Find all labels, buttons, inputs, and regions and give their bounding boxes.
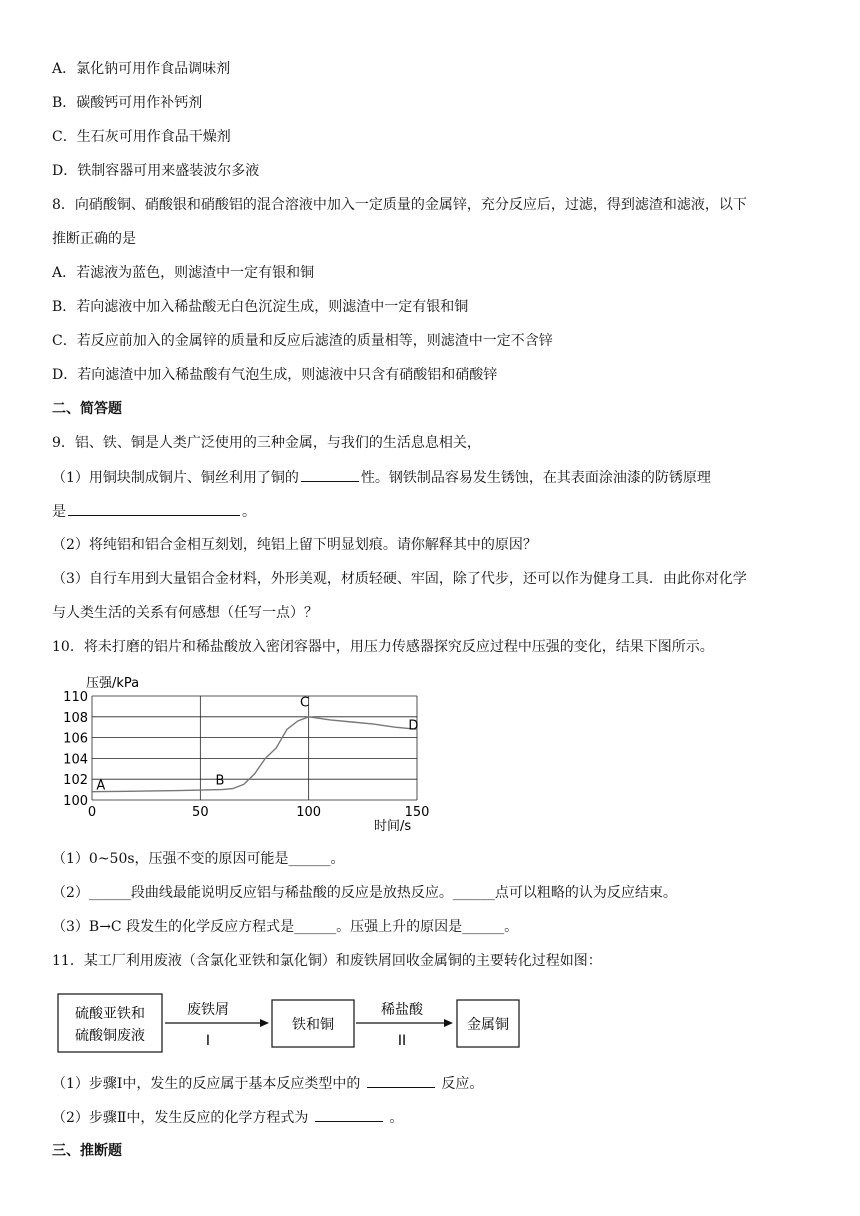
box-waste-liquid-line1: 硫酸亚铁和	[75, 1006, 145, 1022]
q8-option-a: A．若滤液为蓝色，则滤渣中一定有银和铜	[52, 265, 315, 281]
y-tick-label: 102	[63, 773, 88, 789]
y-tick-labels	[63, 690, 88, 809]
point-label-b: B	[215, 773, 225, 789]
answer-blank[interactable]	[301, 467, 359, 482]
answer-blank[interactable]	[68, 501, 240, 516]
y-axis-label: 压强/kPa	[86, 676, 140, 691]
process-flow-diagram	[55, 990, 535, 1060]
q7-option-a: A．氯化钠可用作食品调味剂	[52, 61, 231, 77]
section-heading-3: 三、推断题	[52, 1143, 122, 1159]
q10-part1: （1）0~50s，压强不变的原因可能是______。	[52, 851, 345, 867]
q9-part1-text-b: 性。钢铁制品容易发生锈蚀，在其表面涂油漆的防锈原理	[360, 470, 711, 486]
q8-stem-line1: 8．向硝酸铜、硝酸银和硝酸铝的混合溶液中加入一定质量的金属锌，充分反应后，过滤，得到滤渣和滤液，以下	[52, 197, 747, 213]
x-axis-label: 时间/s	[374, 819, 412, 834]
pressure-time-chart	[52, 668, 442, 838]
q7-option-c: C．生石灰可用作食品干燥剂	[52, 129, 231, 145]
box-iron-copper-label: 铁和铜	[292, 1017, 334, 1033]
answer-blank[interactable]	[315, 1107, 383, 1122]
q9-part3-line2: 与人类生活的关系有何感想（任写一点）？	[52, 605, 318, 621]
q11-part1-text-a: （1）步骤Ⅰ中，发生的反应属于基本反应类型中的	[52, 1076, 361, 1092]
q9-part1-text-d: 。	[242, 504, 256, 520]
section-heading-2: 二、简答题	[52, 401, 122, 417]
arrow-head-2	[444, 1019, 453, 1027]
x-tick-label: 0	[87, 805, 97, 820]
y-tick-label: 108	[63, 710, 88, 726]
q8-stem-line2: 推断正确的是	[52, 231, 136, 247]
pressure-curve	[92, 717, 417, 792]
q11-part2	[52, 1107, 403, 1128]
x-tick-label: 100	[296, 805, 322, 820]
box-waste-liquid-line2: 硫酸铜废液	[75, 1028, 145, 1044]
y-tick-label: 104	[63, 752, 88, 768]
point-label-c: C	[300, 695, 310, 711]
q10-part3: （3）B→C 段发生的化学反应方程式是______。压强上升的原因是______。	[52, 919, 519, 935]
x-tick-label: 150	[404, 805, 430, 820]
q7-option-d: D．铁制容器可用来盛装波尔多液	[52, 163, 260, 179]
arrow-step-1-reagent: 废铁屑	[187, 1002, 229, 1018]
q9-part1-text-a: （1）用铜块制成铜片、铜丝利用了铜的	[52, 470, 299, 486]
q11-stem: 11．某工厂利用废液（含氯化亚铁和氯化铜）和废铁屑回收金属铜的主要转化过程如图：	[52, 953, 602, 969]
q10-stem: 10．将未打磨的铝片和稀盐酸放入密闭容器中，用压力传感器探究反应过程中压强的变化，结果下图所示。	[52, 639, 714, 655]
q8-option-d: D．若向滤渣中加入稀盐酸有气泡生成，则滤液中只含有硝酸铝和硝酸锌	[52, 367, 498, 383]
q8-option-b: B．若向滤液中加入稀盐酸无白色沉淀生成，则滤渣中一定有银和铜	[52, 299, 469, 315]
arrow-head-1	[260, 1019, 269, 1027]
y-tick-label: 106	[63, 731, 88, 747]
point-label-a: A	[96, 778, 106, 794]
y-tick-label: 100	[63, 794, 88, 809]
answer-blank[interactable]	[367, 1073, 435, 1088]
q11-part2-text-b: 。	[389, 1110, 404, 1126]
q11-part1-text-b: 反应。	[441, 1076, 484, 1092]
q9-part3-line1: （3）自行车用到大量铝合金材料，外形美观，材质轻硬、牢固，除了代步，还可以作为健身工具．由此你对化学	[52, 571, 747, 587]
q8-option-c: C．若反应前加入的金属锌的质量和反应后滤渣的质量相等，则滤渣中一定不含锌	[52, 333, 553, 349]
q11-part2-text-a: （2）步骤Ⅱ中，发生反应的化学方程式为	[52, 1110, 309, 1126]
arrow-step-2-reagent: 稀盐酸	[381, 1002, 423, 1018]
q9-part1-line1	[52, 467, 711, 488]
point-label-d: D	[408, 718, 419, 734]
q9-part2: （2）将纯铝和铝合金相互刻划，纯铝上留下明显划痕。请你解释其中的原因？	[52, 537, 537, 553]
q7-option-b: B．碳酸钙可用作补钙剂	[52, 95, 203, 111]
q9-part1-text-c: 是	[52, 504, 66, 520]
x-tick-labels	[88, 805, 430, 820]
q9-part1-line2	[52, 501, 256, 522]
arrow-step-2-label: II	[397, 1033, 407, 1049]
q11-part1	[52, 1073, 483, 1094]
arrow-step-1-label: I	[205, 1033, 211, 1049]
box-metal-copper-label: 金属铜	[467, 1017, 509, 1033]
chart-grid	[92, 696, 417, 800]
q10-part2: （2）______段曲线最能说明反应铝与稀盐酸的反应是放热反应。______点可以粗略的认为反应结束。	[52, 885, 677, 901]
y-tick-label: 110	[63, 690, 88, 705]
q9-stem: 9．铝、铁、铜是人类广泛使用的三种金属，与我们的生活息息相关，	[52, 435, 481, 451]
x-tick-label: 50	[192, 805, 209, 820]
